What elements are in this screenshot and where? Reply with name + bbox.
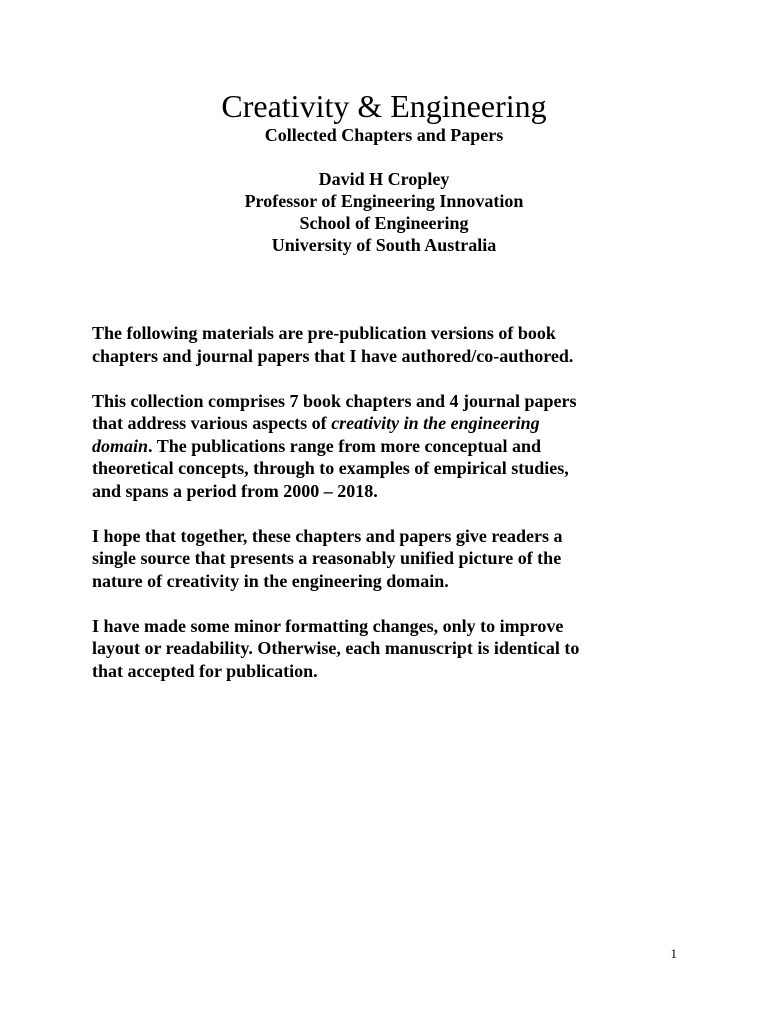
author-name: David H Cropley xyxy=(318,169,450,189)
paragraph-text: that address various aspects of xyxy=(92,413,332,433)
paragraph-1 xyxy=(92,322,692,367)
page-number: 1 xyxy=(670,946,677,961)
paragraph-line: and spans a period from 2000 – 2018. xyxy=(92,480,378,501)
paragraph-line: that accepted for publication. xyxy=(92,660,318,681)
author-position: Professor of Engineering Innovation xyxy=(244,191,524,211)
paragraph-line: nature of creativity in the engineering domain. xyxy=(92,570,449,591)
author-block xyxy=(0,168,768,256)
document-title: Creativity & Engineering xyxy=(221,88,547,124)
paragraph-line: chapters and journal papers that I have authored/co-authored. xyxy=(92,345,574,366)
paragraph-3 xyxy=(92,525,692,593)
paragraph-2 xyxy=(92,390,692,503)
paragraph-line: layout or readability. Otherwise, each manuscript is identical to xyxy=(92,638,580,658)
paragraph-text: . The publications range from more conceptual and xyxy=(148,435,542,456)
paragraph-4 xyxy=(92,615,692,683)
paragraph-line: The following materials are pre-publication versions of book xyxy=(92,323,556,343)
paragraph-line: I hope that together, these chapters and papers give readers a xyxy=(92,525,563,546)
paragraph-line xyxy=(92,412,692,435)
emphasis-text: creativity in the engineering xyxy=(331,413,540,433)
paragraph-line xyxy=(92,435,692,458)
emphasis-text: domain xyxy=(92,435,149,456)
paragraph-line: theoretical concepts, through to examples of empirical studies, xyxy=(92,458,569,478)
author-university: University of South Australia xyxy=(271,235,497,255)
paragraph-line: This collection comprises 7 book chapters and 4 journal papers xyxy=(92,390,577,411)
author-school: School of Engineering xyxy=(299,213,469,233)
document-body xyxy=(92,322,692,705)
paragraph-line: I have made some minor formatting changes, only to improve xyxy=(92,615,564,636)
paragraph-line: single source that presents a reasonably unified picture of the xyxy=(92,548,562,568)
document-subtitle: Collected Chapters and Papers xyxy=(264,125,504,145)
